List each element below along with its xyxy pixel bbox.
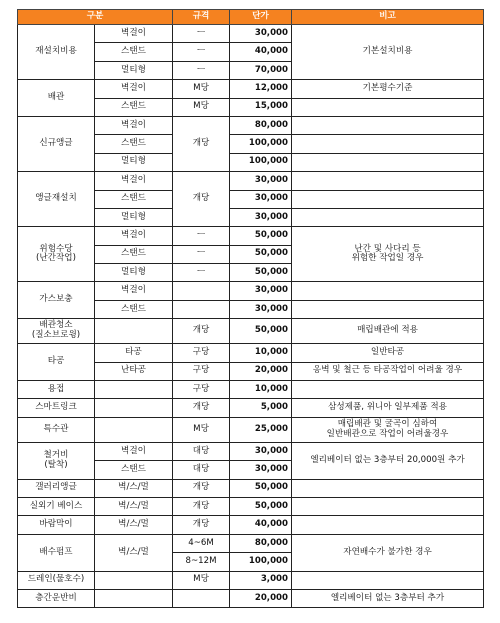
- table-row: [18, 282, 484, 300]
- category-cell: 신규앵글: [18, 116, 95, 171]
- note-cell: 자연배수가 불가한 경우: [292, 534, 484, 571]
- price-cell: 30,000: [230, 208, 292, 226]
- type-cell: 벽걸이: [95, 172, 173, 190]
- spec-cell: 대당: [173, 442, 230, 460]
- type-cell: 벽걸이: [95, 282, 173, 300]
- table-body: [18, 25, 484, 608]
- note-cell: [292, 116, 484, 134]
- type-cell: 스탠드: [95, 98, 173, 116]
- type-cell: 멀티형: [95, 61, 173, 79]
- spec-cell: ㅡ: [173, 43, 230, 61]
- category-cell: 실외기 베이스: [18, 497, 95, 515]
- note-cell: [292, 208, 484, 226]
- price-cell: 30,000: [230, 461, 292, 479]
- price-cell: 80,000: [230, 116, 292, 134]
- price-cell: 40,000: [230, 43, 292, 61]
- price-cell: 50,000: [230, 227, 292, 245]
- note-cell: [292, 497, 484, 515]
- category-cell: 재설치비용: [18, 25, 95, 80]
- note-cell: [292, 282, 484, 300]
- category-cell: 특수관: [18, 417, 95, 442]
- note-cell: [292, 153, 484, 171]
- header-category: 구분: [18, 10, 173, 25]
- note-cell: 기본평수기준: [292, 80, 484, 98]
- type-cell: 벽걸이: [95, 227, 173, 245]
- price-cell: 40,000: [230, 516, 292, 534]
- note-cell: [292, 479, 484, 497]
- note-cell: [292, 516, 484, 534]
- category-cell: 용접: [18, 381, 95, 399]
- price-cell: 12,000: [230, 80, 292, 98]
- category-cell: 가스보충: [18, 282, 95, 319]
- type-cell: 스탠드: [95, 461, 173, 479]
- price-cell: 3,000: [230, 571, 292, 589]
- table-row: [18, 589, 484, 607]
- spec-cell: 4~6M: [173, 534, 230, 552]
- price-cell: 20,000: [230, 589, 292, 607]
- type-cell: 스탠드: [95, 190, 173, 208]
- type-cell: 벽/스/멀: [95, 479, 173, 497]
- type-cell: 스탠드: [95, 300, 173, 318]
- type-cell: 타공: [95, 344, 173, 362]
- type-cell: 벽걸이: [95, 80, 173, 98]
- type-cell: 멀티형: [95, 153, 173, 171]
- type-cell: 벽/스/멀: [95, 534, 173, 571]
- spec-cell: 구당: [173, 344, 230, 362]
- type-cell: [95, 319, 173, 344]
- price-cell: 50,000: [230, 264, 292, 282]
- spec-cell: 구당: [173, 381, 230, 399]
- type-cell: 멀티형: [95, 264, 173, 282]
- price-cell: 80,000: [230, 534, 292, 552]
- spec-cell: ㅡ: [173, 264, 230, 282]
- table-row: [18, 442, 484, 460]
- note-cell: 삼성제품, 위니아 일부제품 적용: [292, 399, 484, 417]
- table-row: [18, 571, 484, 589]
- table-row: [18, 25, 484, 43]
- type-cell: [95, 589, 173, 607]
- category-cell: 앵글재설치: [18, 172, 95, 227]
- type-cell: 벽/스/멀: [95, 516, 173, 534]
- price-table-wrapper: [17, 9, 484, 608]
- price-cell: 10,000: [230, 381, 292, 399]
- table-row: [18, 172, 484, 190]
- spec-cell: M당: [173, 80, 230, 98]
- note-cell: 엘리베이터 없는 3층부터 20,000원 추가: [292, 442, 484, 479]
- price-cell: 30,000: [230, 190, 292, 208]
- spec-cell: 개당: [173, 399, 230, 417]
- note-cell: 옹벽 및 철근 등 타공작업이 어려울 경우: [292, 362, 484, 380]
- type-cell: [95, 571, 173, 589]
- note-cell: 일반타공: [292, 344, 484, 362]
- price-cell: 15,000: [230, 98, 292, 116]
- spec-cell: [173, 282, 230, 300]
- spec-cell: 대당: [173, 461, 230, 479]
- header-row: [18, 10, 484, 25]
- header-price: 단가: [230, 10, 292, 25]
- price-cell: 50,000: [230, 319, 292, 344]
- note-cell: 매립배관에 적용: [292, 319, 484, 344]
- type-cell: 벽걸이: [95, 25, 173, 43]
- category-cell: 배수펌프: [18, 534, 95, 571]
- price-cell: 30,000: [230, 300, 292, 318]
- type-cell: [95, 399, 173, 417]
- type-cell: 벽걸이: [95, 442, 173, 460]
- price-cell: 30,000: [230, 282, 292, 300]
- category-cell: 철거비 (탈착): [18, 442, 95, 479]
- price-cell: 10,000: [230, 344, 292, 362]
- price-cell: 30,000: [230, 172, 292, 190]
- table-row: [18, 319, 484, 344]
- price-cell: 100,000: [230, 553, 292, 571]
- category-cell: 바람막이: [18, 516, 95, 534]
- spec-cell: M당: [173, 417, 230, 442]
- table-row: [18, 534, 484, 552]
- price-cell: 100,000: [230, 135, 292, 153]
- spec-cell: 개당: [173, 479, 230, 497]
- note-cell: [292, 98, 484, 116]
- spec-cell: ㅡ: [173, 245, 230, 263]
- type-cell: 스탠드: [95, 135, 173, 153]
- note-cell: [292, 300, 484, 318]
- note-cell: [292, 381, 484, 399]
- type-cell: 스탠드: [95, 245, 173, 263]
- price-table: [17, 9, 484, 608]
- table-row: [18, 381, 484, 399]
- note-cell: 엘리베이터 없는 3층부터 추가: [292, 589, 484, 607]
- header-note: 비고: [292, 10, 484, 25]
- note-cell: 난간 및 사다리 등 위험한 작업일 경우: [292, 227, 484, 282]
- price-cell: 30,000: [230, 442, 292, 460]
- type-cell: 난타공: [95, 362, 173, 380]
- note-cell: 매립배관 및 굴곡이 심하여 일반배관으로 작업이 어려울경우: [292, 417, 484, 442]
- spec-cell: 개당: [173, 172, 230, 227]
- spec-cell: [173, 300, 230, 318]
- category-cell: 위험수당 (난간작업): [18, 227, 95, 282]
- type-cell: 멀티형: [95, 208, 173, 226]
- price-cell: 25,000: [230, 417, 292, 442]
- spec-cell: [173, 589, 230, 607]
- spec-cell: 개당: [173, 116, 230, 171]
- header-spec: 규격: [173, 10, 230, 25]
- price-cell: 100,000: [230, 153, 292, 171]
- price-cell: 30,000: [230, 25, 292, 43]
- type-cell: 스탠드: [95, 43, 173, 61]
- category-cell: 층간운반비: [18, 589, 95, 607]
- spec-cell: 구당: [173, 362, 230, 380]
- note-cell: [292, 571, 484, 589]
- spec-cell: ㅡ: [173, 61, 230, 79]
- price-cell: 20,000: [230, 362, 292, 380]
- category-cell: 드레인(물호수): [18, 571, 95, 589]
- spec-cell: M당: [173, 98, 230, 116]
- category-cell: 갤러리앵글: [18, 479, 95, 497]
- type-cell: [95, 417, 173, 442]
- table-row: [18, 227, 484, 245]
- price-cell: 50,000: [230, 245, 292, 263]
- table-row: [18, 479, 484, 497]
- spec-cell: ㅡ: [173, 25, 230, 43]
- spec-cell: 개당: [173, 319, 230, 344]
- spec-cell: 개당: [173, 497, 230, 515]
- note-cell: [292, 135, 484, 153]
- price-cell: 70,000: [230, 61, 292, 79]
- note-cell: [292, 190, 484, 208]
- price-cell: 5,000: [230, 399, 292, 417]
- table-row: [18, 116, 484, 134]
- table-row: [18, 516, 484, 534]
- table-row: [18, 417, 484, 442]
- category-cell: 스마트링크: [18, 399, 95, 417]
- spec-cell: M당: [173, 571, 230, 589]
- type-cell: 벽/스/멀: [95, 497, 173, 515]
- table-row: [18, 399, 484, 417]
- category-cell: 타공: [18, 344, 95, 381]
- spec-cell: 개당: [173, 516, 230, 534]
- type-cell: [95, 381, 173, 399]
- category-cell: 배관: [18, 80, 95, 117]
- price-cell: 50,000: [230, 497, 292, 515]
- price-cell: 50,000: [230, 479, 292, 497]
- spec-cell: ㅡ: [173, 227, 230, 245]
- note-cell: 기본설치비용: [292, 25, 484, 80]
- category-cell: 배관청소 (질소브로윙): [18, 319, 95, 344]
- table-row: [18, 497, 484, 515]
- note-cell: [292, 172, 484, 190]
- table-row: [18, 344, 484, 362]
- spec-cell: 8~12M: [173, 553, 230, 571]
- table-row: [18, 80, 484, 98]
- type-cell: 벽걸이: [95, 116, 173, 134]
